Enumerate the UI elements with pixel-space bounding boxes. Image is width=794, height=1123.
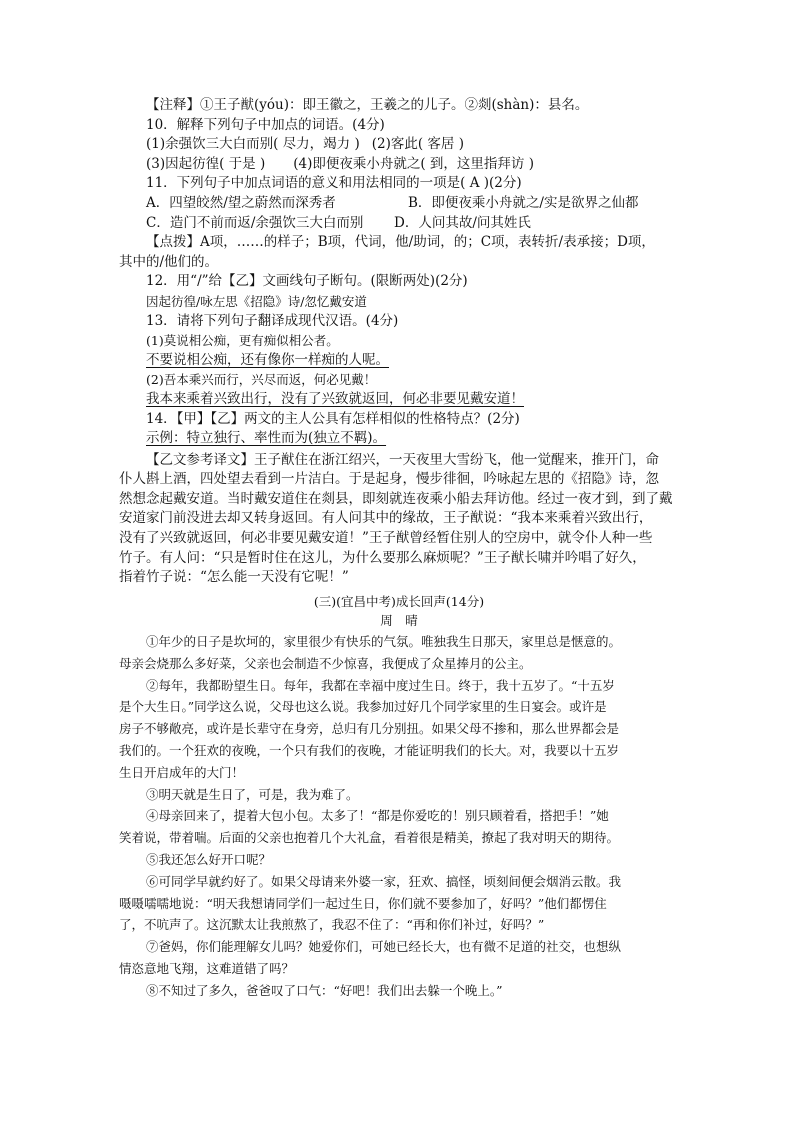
q11-options-row1 [119, 194, 679, 214]
q13-translation-2: 我本来乘着兴致出行，没有了兴致就返回，何必非要见戴安道！ [146, 390, 524, 407]
essay-line: 笑着说，带着喘。后面的父亲也抱着几个大礼盒，看着很是精美，撩起了我对明天的期待。 [119, 830, 620, 846]
q10-answer-3: (3)因起彷徨( 于是 ) [146, 155, 266, 172]
essay-line: ⑥可同学早就约好了。如果父母请来外婆一家，狂欢、搞怪，顷刻间便会烟消云散。我 [146, 873, 622, 889]
essay-line: 情恣意地飞翔，这难道错了吗？ [119, 960, 295, 976]
q11-option-c: C．造门不前而返/余强饮三大白而别 [146, 214, 364, 231]
essay-line: 生日开启成年的大门！ [119, 764, 245, 780]
essay-line: ⑧不知过了多久，爸爸叹了口气：“好吧！我们出去躲一个晚上。” [146, 982, 503, 998]
q11-option-b: B．即便夜乘小舟就之/实是欲界之仙都 [408, 194, 639, 211]
translation-line: 没有了兴致就返回，何必非要见戴安道！”王子猷曾经暂住别人的空房中，就令仆人种一些 [119, 530, 653, 547]
essay-author: 周 晴 [380, 613, 418, 629]
q12-title: 12．用“/”给【乙】文画线句子断句。(限断两处)(2分) [146, 273, 468, 290]
q11-hint-line2: 其中的/他们的。 [119, 253, 219, 270]
annotation-note: 【注释】①王子猷(yóu)：即王徽之，王羲之的儿子。②剡(shàn)：县名。 [146, 97, 589, 113]
q10-answer-4: (4)即便夜乘小舟就之( 到，这里指拜访 ) [293, 155, 534, 172]
q13-sentence-1: (1)莫说相公痴，更有痴似相公者。 [146, 333, 339, 349]
essay-line: ①年少的日子是坎坷的，家里很少有快乐的气氛。唯独我生日那天，家里总是惬意的。 [146, 634, 622, 650]
q14-title: 14．【甲】【乙】两文的主人公具有怎样相似的性格特点？(2分) [146, 410, 520, 427]
translation-line: 仆人斟上酒，四处望去看到一片洁白。于是起身，慢步徘徊，吟咏起左思的《招隐》诗，忽 [119, 471, 659, 488]
q10-answer-2: (2)客此( 客居 ) [371, 136, 464, 153]
q13-title: 13．请将下列句子翻译成现代汉语。(4分) [146, 312, 399, 329]
translation-line: 安道家门前没进去却又转身返回。有人问其中的缘故，王子猷说：“我本来乘着兴致出行， [119, 510, 653, 527]
essay-line: 是个大生日。”同学这么说，父母也这么说。我参加过好几个同学家里的生日宴会。或许是 [119, 699, 607, 715]
essay-line: ④母亲回来了，提着大包小包。太多了！“都是你爱吃的！别只顾着看，搭把手！”她 [146, 808, 609, 824]
q11-option-d: D．人问其故/问其姓氏 [394, 214, 531, 231]
q12-answer: 因起彷徨/咏左思《招隐》诗/忽忆戴安道 [146, 293, 367, 309]
translation-line: 然想念起戴安道。当时戴安道住在剡县，即刻就连夜乘小船去拜访他。经过一夜才到，到了戴 [119, 490, 673, 507]
translation-line: 竹子。有人问：“只是暂时住在这儿，为什么要那么麻烦呢？”王子猷长啸并吟唱了好久， [119, 549, 646, 566]
q13-translation-1: 不要说相公痴，还有像你一样痴的人呢。 [146, 351, 389, 368]
translation-block [119, 451, 679, 588]
essay-line: ③明天就是生日了，可是，我为难了。 [146, 786, 359, 802]
q11-option-a: A．四望皎然/望之蔚然而深秀者 [146, 194, 336, 211]
essay-line: 嗫嗫嚅嚅地说：“明天我想请同学们一起过生日，你们就不要参加了，好吗？”他们都愣住 [119, 895, 607, 911]
essay-body [119, 631, 679, 1002]
essay-line: 母亲会烧那么多好菜，父亲也会制造不少惊喜，我便成了众星捧月的公主。 [119, 655, 532, 671]
essay-line: ⑤我还怎么好开口呢？ [146, 852, 272, 867]
q11-title: 11．下列句子中加点词语的意义和用法相同的一项是( A )(2分) [146, 175, 522, 192]
essay-line: 房子不够敞亮，或许是长辈守在身旁，总归有几分别扭。如果父母不掺和，那么世界都会是 [119, 721, 620, 737]
q10-title: 10．解释下列句子中加点的词语。(4分) [146, 116, 385, 133]
q10-answers-row2 [119, 155, 679, 175]
essay-line: 了，不吭声了。这沉默太让我煎熬了，我忍不住了：“再和你们补过，好吗？” [119, 917, 545, 933]
essay-heading: (三)(宜昌中考)成长回声(14分) [313, 593, 485, 609]
essay-line: 我们的。一个狂欢的夜晚，一个只有我们的夜晚，才能证明我们的长大。对，我要以十五岁 [119, 743, 620, 759]
q14-answer: 示例：特立独行、率性而为(独立不羁)。 [146, 430, 387, 447]
translation-line: 指着竹子说：“怎么能一天没有它呢！” [119, 569, 349, 586]
q11-options-row2 [119, 214, 679, 234]
q10-answers-row1 [119, 135, 679, 155]
q11-hint-line1: 【点拨】A项，……的样子；B项，代词，他/助词，的；C项，表转折/表承接；D项， [146, 234, 655, 251]
document-page [119, 96, 679, 1002]
translation-line: 【乙文参考译文】王子猷住在浙江绍兴，一天夜里大雪纷飞，他一觉醒来，推开门，命 [146, 451, 659, 468]
essay-line: ②每年，我都盼望生日。每年，我都在幸福中度过生日。终于，我十五岁了。“十五岁 [146, 677, 615, 693]
q10-answer-1: (1)余强饮三大白而别( 尽力，竭力 ) [146, 136, 360, 153]
essay-line: ⑦爸妈，你们能理解女儿吗？她爱你们，可她已经长大，也有微不足道的社交，也想纵 [146, 939, 622, 955]
q13-sentence-2: (2)吾本乘兴而行，兴尽而返，何必见戴！ [146, 372, 377, 388]
